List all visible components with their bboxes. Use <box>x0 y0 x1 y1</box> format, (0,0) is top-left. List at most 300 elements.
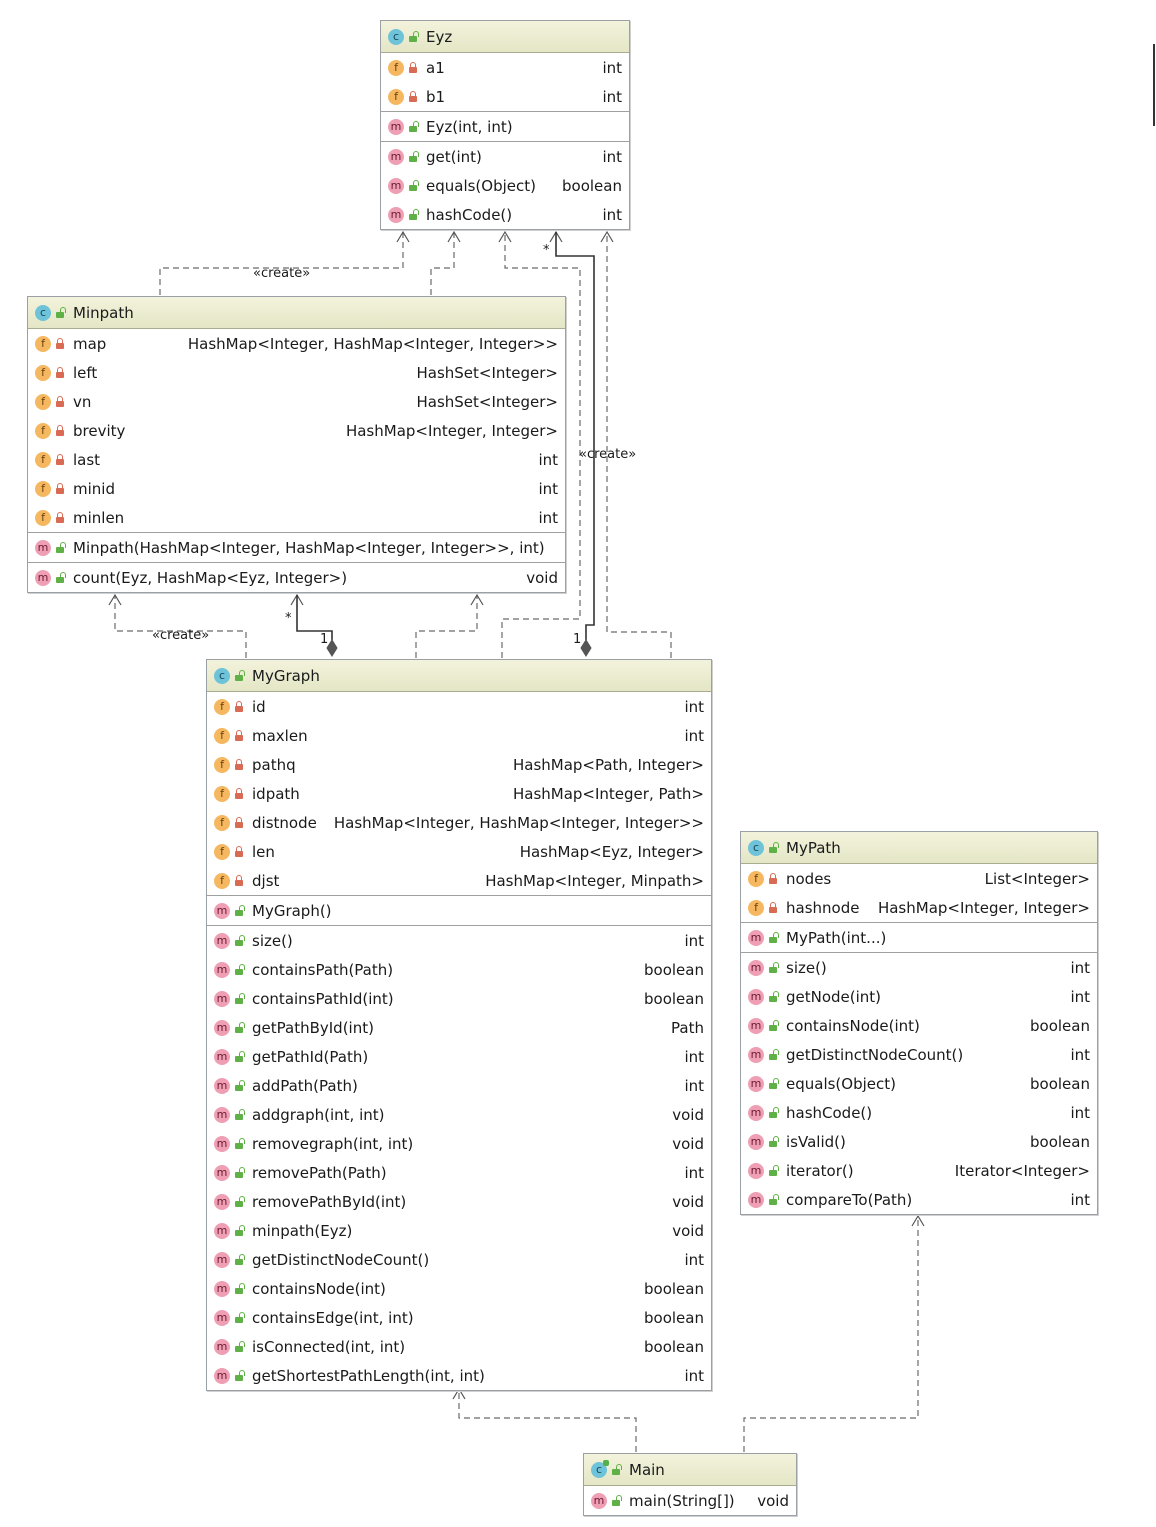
method-row[interactable] <box>381 171 629 200</box>
unlock-icon <box>234 1283 244 1294</box>
method-section <box>207 925 711 1390</box>
edge-main-mypath <box>744 1216 918 1452</box>
unlock-icon <box>234 1138 244 1149</box>
field-icon: f <box>35 336 51 352</box>
lock-icon <box>234 701 244 712</box>
edge-main-mygraph <box>459 1389 636 1452</box>
lock-icon <box>55 512 65 523</box>
method-type: void <box>672 1221 704 1240</box>
class-name: MyPath <box>786 838 841 857</box>
field-icon: f <box>388 60 404 76</box>
unlock-icon <box>234 964 244 975</box>
multiplicity-label: * <box>285 611 292 626</box>
unlock-icon <box>611 1495 621 1506</box>
field-type: int <box>538 479 558 498</box>
method-name: removePathById(int) <box>252 1192 407 1211</box>
method-icon: m <box>214 1136 230 1152</box>
method-row[interactable] <box>207 1332 711 1361</box>
unlock-icon <box>768 962 778 973</box>
class-icon: c <box>388 29 404 45</box>
method-row[interactable] <box>741 1127 1097 1156</box>
method-type: Path <box>671 1018 704 1037</box>
method-name: containsEdge(int, int) <box>252 1308 414 1327</box>
lock-icon <box>234 788 244 799</box>
class-header[interactable] <box>741 832 1097 864</box>
field-icon: f <box>35 452 51 468</box>
field-icon: f <box>388 89 404 105</box>
method-name: containsNode(int) <box>252 1279 386 1298</box>
method-icon: m <box>214 1165 230 1181</box>
method-name: compareTo(Path) <box>786 1190 913 1209</box>
create-label: «create» <box>579 447 637 462</box>
method-icon: m <box>748 1018 764 1034</box>
method-icon: m <box>748 930 764 946</box>
method-row[interactable] <box>207 1158 711 1187</box>
lock-icon <box>768 873 778 884</box>
method-row[interactable] <box>28 563 565 592</box>
method-name: isConnected(int, int) <box>252 1337 406 1356</box>
method-row[interactable] <box>207 1245 711 1274</box>
class-box-main[interactable] <box>583 1453 797 1516</box>
unlock-icon <box>768 842 778 853</box>
field-row[interactable] <box>28 503 565 532</box>
method-type: Iterator<Integer> <box>954 1161 1090 1180</box>
field-row[interactable] <box>207 779 711 808</box>
class-box-mypath[interactable] <box>740 831 1098 1215</box>
method-name: getPathById(int) <box>252 1018 374 1037</box>
unlock-icon <box>55 542 65 553</box>
method-name: hashCode() <box>426 205 513 224</box>
unlock-icon <box>768 1107 778 1118</box>
method-row[interactable] <box>207 1274 711 1303</box>
method-type: int <box>684 1250 704 1269</box>
class-box-mygraph[interactable] <box>206 659 712 1391</box>
method-type: boolean <box>644 960 704 979</box>
class-header[interactable] <box>381 21 629 53</box>
field-type: HashMap<Integer, Integer> <box>345 421 558 440</box>
lock-icon <box>55 425 65 436</box>
method-row[interactable] <box>741 953 1097 982</box>
lock-icon <box>55 338 65 349</box>
constructor-row[interactable] <box>207 896 711 925</box>
class-icon: c <box>748 840 764 856</box>
lock-icon <box>408 91 418 102</box>
unlock-icon <box>234 1254 244 1265</box>
unlock-icon <box>234 1109 244 1120</box>
field-row[interactable] <box>207 721 711 750</box>
field-row[interactable] <box>207 692 711 721</box>
method-icon: m <box>35 540 51 556</box>
unlock-icon <box>611 1464 621 1475</box>
method-icon: m <box>214 1281 230 1297</box>
unlock-icon <box>768 1020 778 1031</box>
field-icon: f <box>214 757 230 773</box>
method-icon: m <box>214 1368 230 1384</box>
lock-icon <box>234 846 244 857</box>
constructor-section <box>207 895 711 925</box>
unlock-icon <box>408 31 418 42</box>
method-row[interactable] <box>741 1185 1097 1214</box>
field-icon: f <box>35 365 51 381</box>
method-row[interactable] <box>381 200 629 229</box>
method-icon: m <box>214 991 230 1007</box>
method-type: void <box>672 1105 704 1124</box>
method-name: containsPath(Path) <box>252 960 394 979</box>
method-icon: m <box>748 1105 764 1121</box>
method-type: int <box>684 1076 704 1095</box>
unlock-icon <box>234 905 244 916</box>
edge-minpath-eyz-use <box>431 232 454 295</box>
method-row[interactable] <box>381 142 629 171</box>
unlock-icon <box>768 1165 778 1176</box>
method-icon: m <box>748 1047 764 1063</box>
field-type: HashMap<Path, Integer> <box>512 755 704 774</box>
multiplicity-label: 1 <box>573 632 582 647</box>
method-name: main(String[]) <box>629 1491 735 1510</box>
method-row[interactable] <box>741 1069 1097 1098</box>
field-name: nodes <box>786 869 832 888</box>
field-name: len <box>252 842 275 861</box>
lock-icon <box>55 454 65 465</box>
lock-icon <box>408 62 418 73</box>
field-icon: f <box>214 873 230 889</box>
field-name: djst <box>252 871 280 890</box>
method-icon: m <box>214 1339 230 1355</box>
field-icon: f <box>214 786 230 802</box>
unlock-icon <box>768 932 778 943</box>
field-type: int <box>538 450 558 469</box>
unlock-icon <box>768 1194 778 1205</box>
method-icon: m <box>214 1020 230 1036</box>
unlock-icon <box>408 180 418 191</box>
method-type: int <box>684 1163 704 1182</box>
field-row[interactable] <box>28 416 565 445</box>
method-row[interactable] <box>741 1011 1097 1040</box>
constructor-section <box>741 922 1097 952</box>
method-icon: m <box>35 570 51 586</box>
field-name: minlen <box>73 508 125 527</box>
method-icon: m <box>748 1163 764 1179</box>
unlock-icon <box>234 670 244 681</box>
field-type: List<Integer> <box>984 869 1090 888</box>
field-row[interactable] <box>28 329 565 358</box>
method-name: hashCode() <box>786 1103 873 1122</box>
unlock-icon <box>234 993 244 1004</box>
lock-icon <box>768 902 778 913</box>
field-type: int <box>684 726 704 745</box>
method-type: int <box>1070 1103 1090 1122</box>
unlock-icon <box>408 151 418 162</box>
field-name: distnode <box>252 813 317 832</box>
method-icon: m <box>748 989 764 1005</box>
method-name: get(int) <box>426 147 482 166</box>
method-type: void <box>672 1192 704 1211</box>
class-icon: c <box>214 668 230 684</box>
unlock-icon <box>768 1136 778 1147</box>
lock-icon <box>234 759 244 770</box>
lock-icon <box>234 817 244 828</box>
unlock-icon <box>55 572 65 583</box>
class-name: Minpath <box>73 303 134 322</box>
class-box-minpath[interactable] <box>27 296 566 593</box>
method-section <box>584 1486 796 1515</box>
method-type: int <box>684 1047 704 1066</box>
field-name: id <box>252 697 266 716</box>
method-icon: m <box>214 1223 230 1239</box>
method-row[interactable] <box>207 1129 711 1158</box>
method-type: void <box>672 1134 704 1153</box>
class-header[interactable] <box>584 1454 796 1486</box>
lock-icon <box>55 367 65 378</box>
class-icon: c <box>35 305 51 321</box>
method-type: boolean <box>1030 1132 1090 1151</box>
method-row[interactable] <box>741 1040 1097 1069</box>
method-name: minpath(Eyz) <box>252 1221 353 1240</box>
method-type: void <box>757 1491 789 1510</box>
field-name: b1 <box>426 87 446 106</box>
unlock-icon <box>234 1051 244 1062</box>
class-name: Eyz <box>426 27 453 46</box>
field-row[interactable] <box>741 893 1097 922</box>
field-section <box>741 864 1097 922</box>
class-name: Main <box>629 1460 665 1479</box>
field-row[interactable] <box>381 53 629 82</box>
method-row[interactable] <box>741 1156 1097 1185</box>
field-type: int <box>602 58 622 77</box>
field-name: minid <box>73 479 115 498</box>
field-section <box>28 329 565 532</box>
field-name: maxlen <box>252 726 308 745</box>
method-type: int <box>1070 987 1090 1006</box>
constructor-name: MyGraph() <box>252 901 332 920</box>
method-icon: m <box>388 119 404 135</box>
method-type: boolean <box>1030 1074 1090 1093</box>
method-type: int <box>602 205 622 224</box>
unlock-icon <box>408 209 418 220</box>
method-icon: m <box>214 903 230 919</box>
class-icon: c <box>591 1462 607 1478</box>
field-icon: f <box>35 481 51 497</box>
composition-diamond <box>581 640 591 656</box>
lock-icon <box>55 483 65 494</box>
method-icon: m <box>214 1078 230 1094</box>
method-icon: m <box>748 1134 764 1150</box>
field-type: HashMap<Integer, Path> <box>512 784 704 803</box>
field-icon: f <box>35 423 51 439</box>
constructor-name: Minpath(HashMap<Integer, HashMap<Integer, Integer>>, int) <box>73 538 545 557</box>
constructor-name: MyPath(int...) <box>786 928 887 947</box>
edge-mygraph-eyz-use <box>607 232 671 658</box>
method-row[interactable] <box>207 1303 711 1332</box>
field-name: brevity <box>73 421 126 440</box>
method-name: size() <box>786 958 827 977</box>
method-section <box>381 141 629 229</box>
field-type: HashSet<Integer> <box>416 392 558 411</box>
field-icon: f <box>214 844 230 860</box>
method-name: getNode(int) <box>786 987 882 1006</box>
field-row[interactable] <box>28 387 565 416</box>
class-header[interactable] <box>28 297 565 329</box>
unlock-icon <box>234 1196 244 1207</box>
method-row[interactable] <box>207 984 711 1013</box>
field-type: int <box>538 508 558 527</box>
method-section <box>28 562 565 592</box>
method-row[interactable] <box>207 1216 711 1245</box>
method-row[interactable] <box>584 1486 796 1515</box>
method-row[interactable] <box>207 926 711 955</box>
method-name: addgraph(int, int) <box>252 1105 385 1124</box>
field-icon: f <box>214 728 230 744</box>
field-icon: f <box>748 900 764 916</box>
edge-mygraph-minpath-use <box>416 595 477 658</box>
unlock-icon <box>234 1341 244 1352</box>
method-type: boolean <box>644 1279 704 1298</box>
method-name: containsPathId(int) <box>252 989 394 1008</box>
unlock-icon <box>768 1049 778 1060</box>
multiplicity-label: * <box>543 243 550 258</box>
field-row[interactable] <box>28 474 565 503</box>
method-icon: m <box>748 1192 764 1208</box>
method-name: getDistinctNodeCount() <box>786 1045 964 1064</box>
field-name: idpath <box>252 784 300 803</box>
method-name: equals(Object) <box>426 176 536 195</box>
unlock-icon <box>768 991 778 1002</box>
method-type: int <box>1070 1190 1090 1209</box>
method-row[interactable] <box>207 1013 711 1042</box>
constructor-row[interactable] <box>381 112 629 141</box>
method-row[interactable] <box>741 982 1097 1011</box>
method-icon: m <box>214 1194 230 1210</box>
method-row[interactable] <box>207 1361 711 1390</box>
method-row[interactable] <box>741 1098 1097 1127</box>
method-icon: m <box>214 1107 230 1123</box>
method-name: getShortestPathLength(int, int) <box>252 1366 485 1385</box>
method-name: addPath(Path) <box>252 1076 358 1095</box>
field-icon: f <box>35 394 51 410</box>
method-name: getDistinctNodeCount() <box>252 1250 430 1269</box>
method-name: iterator() <box>786 1161 854 1180</box>
method-icon: m <box>214 962 230 978</box>
method-type: int <box>602 147 622 166</box>
constructor-section <box>381 111 629 141</box>
create-label: «create» <box>152 628 210 643</box>
unlock-icon <box>234 1370 244 1381</box>
method-type: boolean <box>644 989 704 1008</box>
scrollbar-fragment <box>1153 44 1155 126</box>
method-icon: m <box>591 1493 607 1509</box>
unlock-icon <box>234 1312 244 1323</box>
field-name: vn <box>73 392 92 411</box>
field-type: HashMap<Integer, Integer> <box>877 898 1090 917</box>
method-icon: m <box>214 1310 230 1326</box>
edge-mygraph-minpath-create <box>115 595 246 658</box>
field-row[interactable] <box>28 358 565 387</box>
unlock-icon <box>768 1078 778 1089</box>
method-row[interactable] <box>207 955 711 984</box>
method-row[interactable] <box>207 1100 711 1129</box>
unlock-icon <box>234 1225 244 1236</box>
unlock-icon <box>234 935 244 946</box>
method-type: void <box>526 568 558 587</box>
field-icon: f <box>748 871 764 887</box>
method-icon: m <box>388 207 404 223</box>
method-name: getPathId(Path) <box>252 1047 369 1066</box>
field-row[interactable] <box>741 864 1097 893</box>
method-icon: m <box>214 1049 230 1065</box>
field-icon: f <box>214 815 230 831</box>
unlock-icon <box>234 1167 244 1178</box>
unlock-icon <box>408 121 418 132</box>
method-icon: m <box>748 1076 764 1092</box>
lock-icon <box>55 396 65 407</box>
field-row[interactable] <box>207 750 711 779</box>
field-section <box>207 692 711 895</box>
multiplicity-label: 1 <box>320 632 329 647</box>
constructor-row[interactable] <box>28 533 565 562</box>
field-type: HashSet<Integer> <box>416 363 558 382</box>
constructor-row[interactable] <box>741 923 1097 952</box>
method-name: isValid() <box>786 1132 846 1151</box>
field-row[interactable] <box>207 866 711 895</box>
method-row[interactable] <box>207 1042 711 1071</box>
method-row[interactable] <box>207 1071 711 1100</box>
field-row[interactable] <box>28 445 565 474</box>
field-name: a1 <box>426 58 445 77</box>
lock-icon <box>234 875 244 886</box>
field-icon: f <box>35 510 51 526</box>
method-type: boolean <box>1030 1016 1090 1035</box>
field-row[interactable] <box>207 808 711 837</box>
field-name: last <box>73 450 101 469</box>
method-type: int <box>1070 958 1090 977</box>
method-name: removePath(Path) <box>252 1163 387 1182</box>
field-row[interactable] <box>207 837 711 866</box>
field-icon: f <box>214 699 230 715</box>
method-icon: m <box>748 960 764 976</box>
field-name: left <box>73 363 98 382</box>
method-icon: m <box>214 933 230 949</box>
field-name: hashnode <box>786 898 860 917</box>
class-box-eyz[interactable] <box>380 20 630 230</box>
method-type: int <box>684 931 704 950</box>
field-type: HashMap<Integer, HashMap<Integer, Integer>> <box>187 334 558 353</box>
method-type: int <box>684 1366 704 1385</box>
method-icon: m <box>388 149 404 165</box>
field-name: pathq <box>252 755 296 774</box>
unlock-icon <box>234 1022 244 1033</box>
unlock-icon <box>234 1080 244 1091</box>
field-section <box>381 53 629 111</box>
constructor-section <box>28 532 565 562</box>
method-name: removegraph(int, int) <box>252 1134 414 1153</box>
method-row[interactable] <box>207 1187 711 1216</box>
method-name: containsNode(int) <box>786 1016 920 1035</box>
field-name: map <box>73 334 107 353</box>
create-label: «create» <box>253 266 311 281</box>
edge-minpath-eyz-create <box>160 232 403 295</box>
field-type: int <box>684 697 704 716</box>
method-section <box>741 952 1097 1214</box>
lock-icon <box>234 730 244 741</box>
method-type: boolean <box>644 1337 704 1356</box>
class-header[interactable] <box>207 660 711 692</box>
method-name: equals(Object) <box>786 1074 896 1093</box>
method-type: boolean <box>644 1308 704 1327</box>
field-type: HashMap<Eyz, Integer> <box>519 842 704 861</box>
field-row[interactable] <box>381 82 629 111</box>
field-type: HashMap<Integer, Minpath> <box>485 871 704 890</box>
field-type: int <box>602 87 622 106</box>
